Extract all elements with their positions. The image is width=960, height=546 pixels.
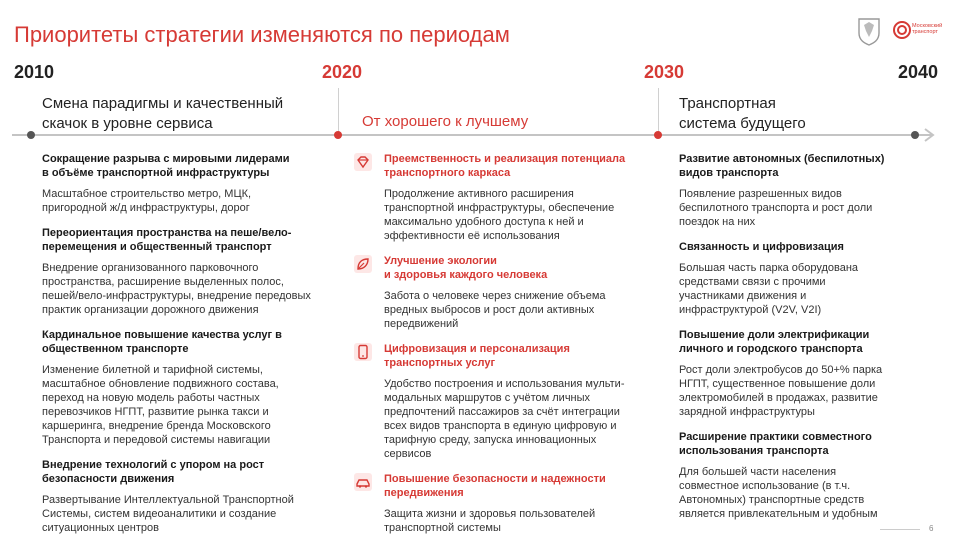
priority-heading: Расширение практики совместного использования транспорта [679, 431, 872, 457]
priority-heading: Сокращение разрыва с мировыми лидерами в объёме транспортной инфраструктуры [42, 153, 290, 179]
priority-heading: Цифровизация и персонализация транспортных услуг [384, 343, 570, 369]
priority-item [679, 240, 919, 317]
period-3-heading: Транспортная система будущего [679, 95, 806, 132]
timeline-dot-2010 [27, 131, 35, 139]
leaf-icon [353, 254, 373, 274]
footer-line [880, 529, 920, 530]
timeline-dot-2030 [654, 131, 662, 139]
priority-item [384, 254, 652, 331]
timeline-dot-2020 [334, 131, 342, 139]
period-2-heading: От хорошего к лучшему [362, 113, 529, 130]
column-2010-2020 [42, 152, 332, 546]
priority-description: Удобство построения и использования мульти- модальных маршрутов с учётом личных предпочтений пассажиров за счёт интеграции всех видов транспорта в единую цифровую и тарифную среду, запуска инновационных сервисов [384, 378, 625, 460]
priority-heading: Повышение безопасности и надежности передвижения [384, 473, 606, 499]
priority-item [42, 328, 332, 447]
year-2040-label: 2040 [898, 62, 939, 82]
year-2010-label: 2010 [14, 62, 55, 82]
priority-heading: Повышение доли электрификации личного и городского транспорта [679, 329, 870, 355]
priority-item [679, 328, 919, 419]
priority-description: Большая часть парка оборудована средствами связи с прочими участниками движения и инфраструктурой (V2V, V2I) [679, 262, 859, 316]
page-number: 6 [929, 524, 934, 533]
priority-item [42, 226, 332, 317]
priority-heading: Связанность и цифровизация [679, 241, 844, 253]
diamond-icon [353, 152, 373, 172]
priority-item [384, 472, 652, 535]
priority-heading: Внедрение технологий с упором на рост безопасности движения [42, 459, 265, 485]
timeline-axis [12, 134, 932, 136]
divider-2020 [338, 88, 339, 134]
priority-item [384, 342, 652, 461]
priority-description: Развертывание Интеллектуальной Транспортной Системы, систем видеоаналитики и создание ситуационных центров [42, 494, 294, 534]
priority-item [42, 152, 332, 215]
priority-item [679, 152, 919, 229]
year-2020-label: 2020 [322, 62, 363, 82]
divider-2030 [658, 88, 659, 134]
priority-description: Забота о человеке через снижение объема вредных выбросов и рост доли активных передвижений [384, 290, 606, 330]
priority-description: Изменение билетной и тарифной системы, масштабное обновление подвижного состава, переход на новую модель работы частных перевозчиков НГПТ, развитие рынка такси и каршеринга, внедрение бренда Московского Транспорта и передовой системы навигации [42, 364, 279, 446]
moscow-transport-logo: Московский транспорт [892, 20, 912, 45]
timeline-arrow-icon [923, 127, 935, 143]
priority-description: Внедрение организованного парковочного пространства, расширение выделенных полос, пешей/вело-инфраструктуры, внедрение передовых практик организации дорожного движения [42, 262, 311, 316]
priority-heading: Кардинальное повышение качества услуг в общественном транспорте [42, 329, 282, 355]
priority-item [679, 430, 919, 521]
priority-item [42, 458, 332, 535]
priority-description: Для большей части населения совместное использование (в т.ч. Автономных) транспортные средств является привлекательным и удобным [679, 466, 878, 520]
car-safety-icon [353, 472, 373, 492]
column-2020-2030 [384, 152, 652, 546]
column-2030-2040 [679, 152, 919, 532]
priority-heading: Развитие автономных (беспилотных) видов транспорта [679, 153, 885, 179]
year-2030-label: 2030 [644, 62, 685, 82]
priority-description: Масштабное строительство метро, МЦК, пригородной ж/д инфраструктуры, дорог [42, 188, 252, 214]
timeline-dot-2040 [911, 131, 919, 139]
priority-description: Появление разрешенных видов беспилотного транспорта и рост доли поездок на них [679, 188, 873, 228]
moscow-coat-of-arms-logo [856, 16, 882, 46]
priority-item [384, 152, 652, 243]
priority-heading: Улучшение экологии и здоровья каждого человека [384, 255, 548, 281]
priority-heading: Переориентация пространства на пеше/вело- перемещения и общественный транспорт [42, 227, 292, 253]
smartphone-icon [353, 342, 373, 362]
priority-heading: Преемственность и реализация потенциала транспортного каркаса [384, 153, 626, 179]
priority-description: Защита жизни и здоровья пользователей транспортной системы [384, 508, 596, 534]
period-1-heading: Смена парадигмы и качественный скачок в уровне сервиса [42, 95, 284, 132]
priority-description: Продолжение активного расширения транспортной инфраструктуры, обеспечение максимально удобного доступа к ней и эффективности её использования [384, 188, 615, 242]
priority-description: Рост доли электробусов до 50+% парка НГПТ, существенное повышение доли электромобилей в продажах, развитие зарядной инфраструктуры [679, 364, 883, 418]
page-title: Приоритеты стратегии изменяются по периодам [14, 22, 510, 47]
